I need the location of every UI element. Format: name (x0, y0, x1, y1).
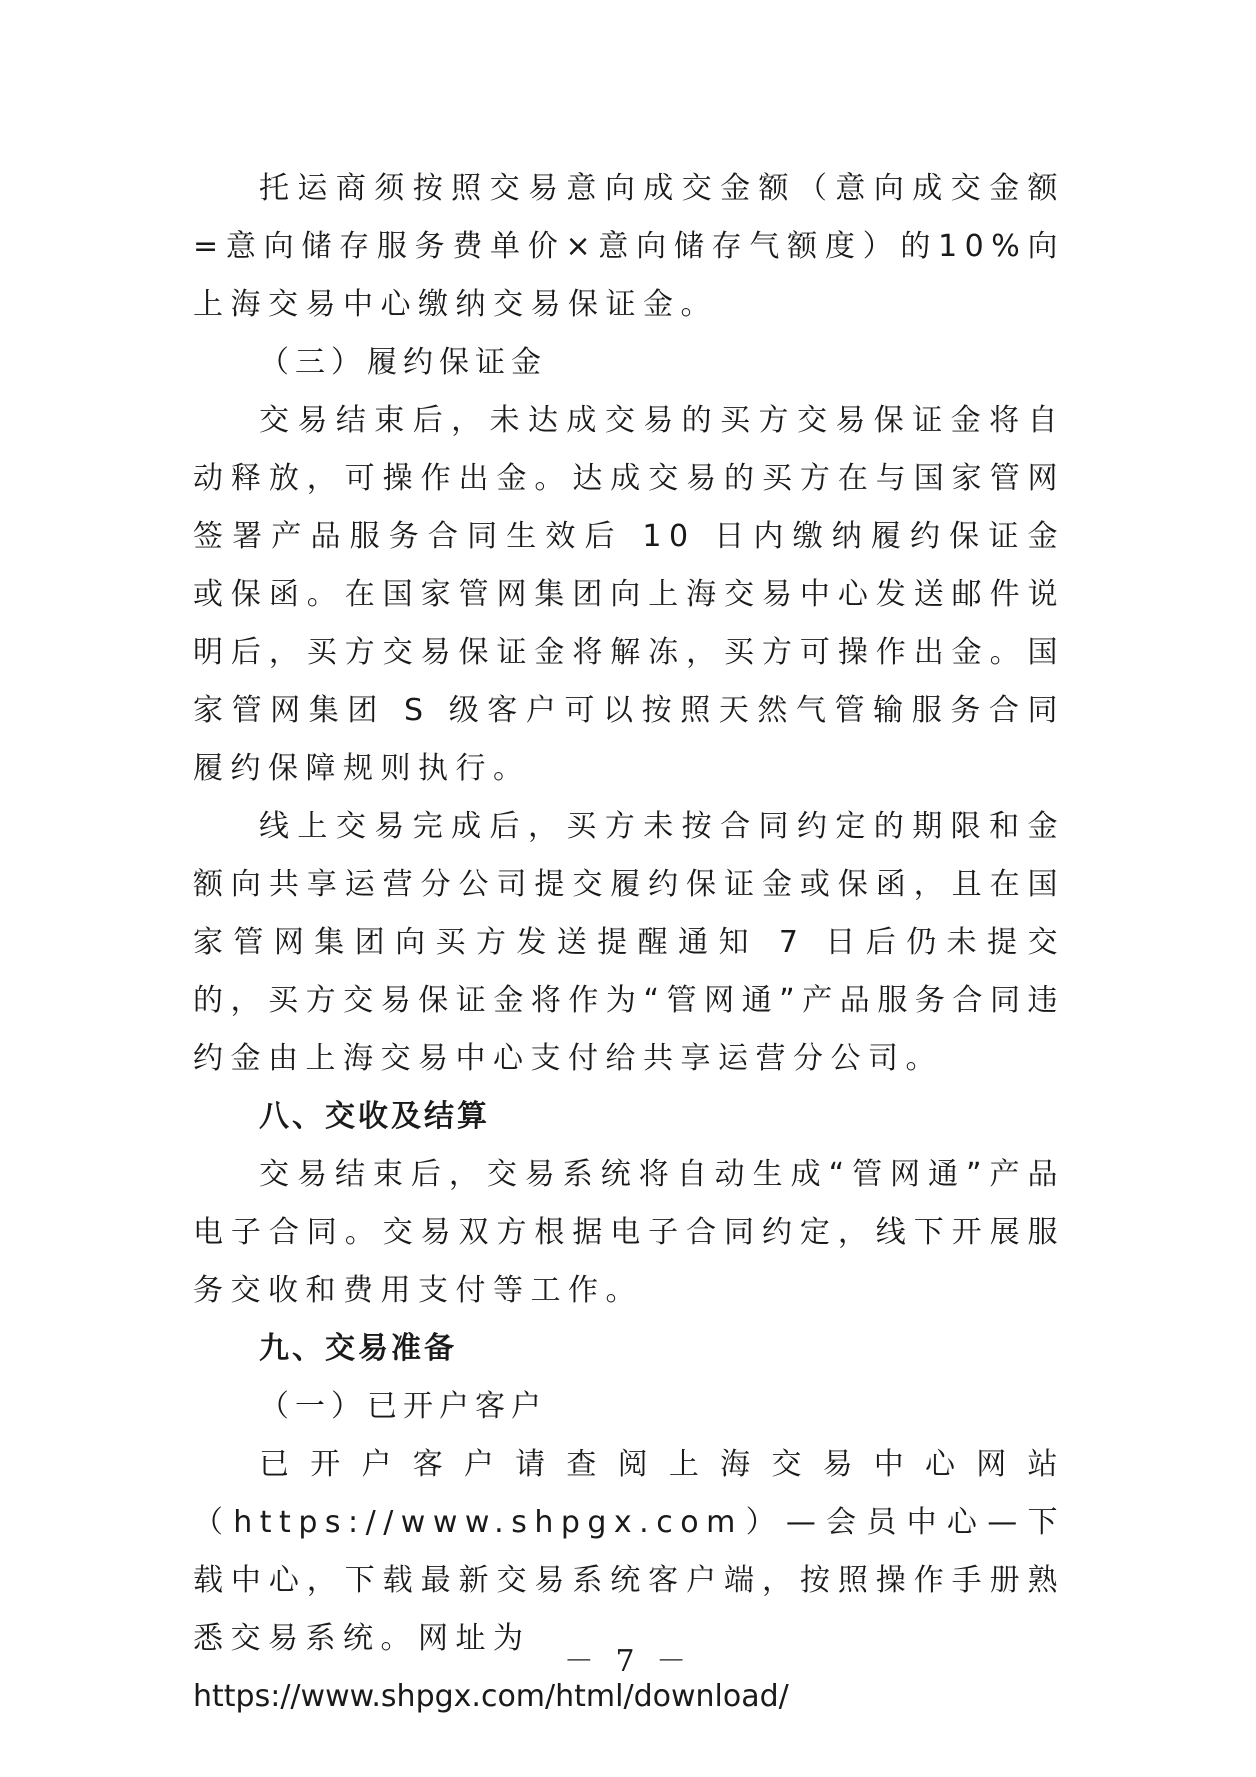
heading-trading-preparation: 九、交易准备 (259, 1331, 457, 1366)
paragraph-electronic-contract: 交易结束后，交易系统将自动生成“管网通”产品电子合同。交易双方根据电子合同约定，线下开展服务交收和费用支付等工作。 (193, 1157, 1065, 1308)
paragraph-default-penalty: 线上交易完成后，买方未按合同约定的期限和金额向共享运营分公司提交履约保证金或保函，且在国家管网集团向买方发送提醒通知 7 日后仍未提交的，买方交易保证金将作为“管网通”产品服务合同违约金由上海交易中心支付给共享运营分公司。 (193, 809, 1065, 1076)
paragraph-download-instructions: 已开户客户请查阅上海交易中心网站（https://www.shpgx.com）—会员中心—下载中心，下载最新交易系统客户端，按照操作手册熟悉交易系统。网址为 (193, 1447, 1065, 1656)
paragraph-deposit-requirement: 托运商须按照交易意向成交金额（意向成交金额=意向储存服务费单价×意向储存气额度）的10%向上海交易中心缴纳交易保证金。 (193, 171, 1065, 322)
subheading-performance-bond: （三）履约保证金 (259, 345, 547, 380)
paragraph-deposit-release: 交易结束后，未达成交易的买方交易保证金将自动释放，可操作出金。达成交易的买方在与国家管网签署产品服务合同生效后 10 日内缴纳履约保证金或保函。在国家管网集团向上海交易中心发送邮件说明后，买方交易保证金将解冻，买方可操作出金。国家管网集团 S 级客户可以按照天然气管输服务合同履约保障规则执行。 (193, 403, 1065, 786)
download-url-link[interactable]: https://www.shpgx.com/html/download/ (193, 1679, 789, 1714)
subheading-existing-clients: （一）已开户客户 (259, 1389, 547, 1424)
document-body (193, 160, 1065, 1726)
page-number: － 7 － (563, 1644, 693, 1679)
heading-settlement: 八、交收及结算 (259, 1099, 490, 1134)
